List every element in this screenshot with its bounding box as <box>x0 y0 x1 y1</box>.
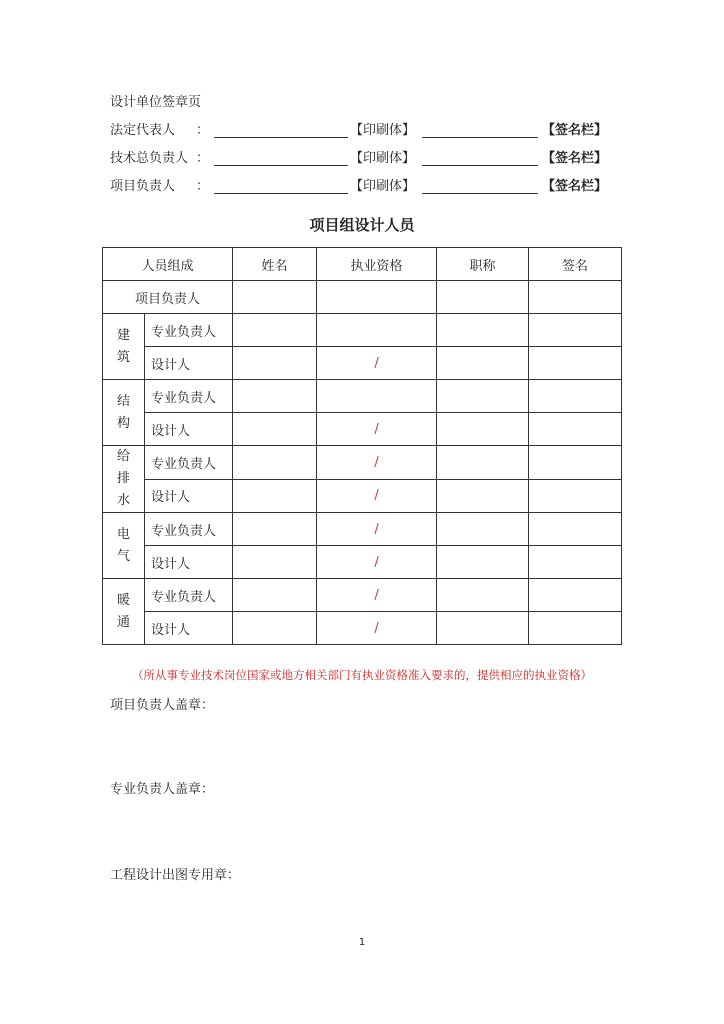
not-applicable-mark: / <box>374 554 379 570</box>
signature-cell[interactable] <box>529 446 622 480</box>
role-label: 专业负责人 <box>145 314 233 347</box>
qualification-note: （所从事专业技术岗位国家或地方相关部门有执业资格准入要求的，提供相应的执业资格） <box>132 668 592 682</box>
sign-row-colon: ： <box>196 179 210 194</box>
signature-cell[interactable] <box>529 380 622 413</box>
header-composition: 人员组成 <box>103 248 233 281</box>
stamp-label-project-lead: 项目负责人盖章： <box>110 698 215 713</box>
signature-line[interactable] <box>422 165 538 166</box>
sign-row-colon: ： <box>196 123 210 138</box>
section-title: 项目组设计人员 <box>309 216 415 234</box>
title-cell[interactable] <box>437 579 529 612</box>
qualification-cell[interactable] <box>317 380 437 413</box>
page-number: 1 <box>358 937 366 948</box>
role-label: 设计人 <box>145 612 233 645</box>
print-name-line[interactable] <box>214 193 348 194</box>
title-cell[interactable] <box>437 612 529 645</box>
row-label: 项目负责人 <box>103 281 233 314</box>
title-cell[interactable] <box>437 314 529 347</box>
name-cell[interactable] <box>233 479 317 513</box>
signature-cell[interactable] <box>529 413 622 446</box>
table-row <box>103 413 622 446</box>
sign-label: 【签名栏】 <box>542 123 608 138</box>
name-cell[interactable] <box>233 546 317 579</box>
name-cell[interactable] <box>233 612 317 645</box>
signature-line[interactable] <box>422 137 538 138</box>
qualification-cell[interactable] <box>317 612 437 645</box>
sign-row-label: 项目负责人 <box>110 179 176 194</box>
title-cell[interactable] <box>437 281 529 314</box>
table-row <box>103 513 622 546</box>
discipline-label: 给 排 水 <box>103 446 145 513</box>
name-cell[interactable] <box>233 347 317 380</box>
signature-cell[interactable] <box>529 347 622 380</box>
print-label: 【印刷体】 <box>350 179 416 194</box>
sign-label: 【签名栏】 <box>542 179 608 194</box>
qualification-cell[interactable] <box>317 314 437 347</box>
name-cell[interactable] <box>233 380 317 413</box>
title-cell[interactable] <box>437 413 529 446</box>
signature-cell[interactable] <box>529 479 622 513</box>
name-cell[interactable] <box>233 314 317 347</box>
discipline-label: 电 气 <box>103 513 145 579</box>
sign-row-label: 技术总负责人 <box>110 151 189 166</box>
not-applicable-mark: / <box>374 620 379 636</box>
signature-cell[interactable] <box>529 546 622 579</box>
not-applicable-mark: / <box>374 454 379 470</box>
sign-label: 【签名栏】 <box>542 151 608 166</box>
name-cell[interactable] <box>233 281 317 314</box>
header-qualification: 执业资格 <box>317 248 437 281</box>
name-cell[interactable] <box>233 579 317 612</box>
title-cell[interactable] <box>437 347 529 380</box>
signature-cell[interactable] <box>529 281 622 314</box>
qualification-cell[interactable] <box>317 347 437 380</box>
table-row <box>103 546 622 579</box>
qualification-cell[interactable] <box>317 579 437 612</box>
table-row <box>103 347 622 380</box>
qualification-cell[interactable] <box>317 479 437 513</box>
table-row <box>103 281 622 314</box>
table-row <box>103 579 622 612</box>
design-personnel-table <box>102 247 622 645</box>
role-label: 设计人 <box>145 546 233 579</box>
title-cell[interactable] <box>437 479 529 513</box>
signature-cell[interactable] <box>529 612 622 645</box>
qualification-cell[interactable] <box>317 546 437 579</box>
signature-cell[interactable] <box>529 513 622 546</box>
print-name-line[interactable] <box>214 165 348 166</box>
title-cell[interactable] <box>437 513 529 546</box>
title-cell[interactable] <box>437 546 529 579</box>
discipline-label: 结 构 <box>103 380 145 446</box>
table-header-row <box>103 248 622 281</box>
role-label: 专业负责人 <box>145 446 233 480</box>
role-label: 设计人 <box>145 413 233 446</box>
name-cell[interactable] <box>233 413 317 446</box>
table-row <box>103 380 622 413</box>
discipline-label: 建 筑 <box>103 314 145 380</box>
discipline-label: 暖 通 <box>103 579 145 645</box>
stamp-label-drawing-seal: 工程设计出图专用章： <box>110 868 241 883</box>
not-applicable-mark: / <box>374 355 379 371</box>
header-title: 职称 <box>437 248 529 281</box>
signature-cell[interactable] <box>529 579 622 612</box>
table-row <box>103 446 622 480</box>
print-label: 【印刷体】 <box>350 123 416 138</box>
header-signature: 签名 <box>529 248 622 281</box>
role-label: 设计人 <box>145 479 233 513</box>
title-cell[interactable] <box>437 446 529 480</box>
signature-cell[interactable] <box>529 314 622 347</box>
print-label: 【印刷体】 <box>350 151 416 166</box>
print-name-line[interactable] <box>214 137 348 138</box>
header-name: 姓名 <box>233 248 317 281</box>
sign-row-label: 法定代表人 <box>110 123 176 138</box>
stamp-label-specialist: 专业负责人盖章： <box>110 782 215 797</box>
table-row <box>103 479 622 513</box>
page-title: 设计单位签章页 <box>110 95 202 110</box>
role-label: 设计人 <box>145 347 233 380</box>
not-applicable-mark: / <box>374 521 379 537</box>
signature-line[interactable] <box>422 193 538 194</box>
table-row <box>103 612 622 645</box>
qualification-cell[interactable] <box>317 513 437 546</box>
role-label: 专业负责人 <box>145 579 233 612</box>
title-cell[interactable] <box>437 380 529 413</box>
qualification-cell[interactable] <box>317 413 437 446</box>
not-applicable-mark: / <box>374 587 379 603</box>
table-row <box>103 314 622 347</box>
not-applicable-mark: / <box>374 488 379 504</box>
name-cell[interactable] <box>233 446 317 480</box>
not-applicable-mark: / <box>374 421 379 437</box>
sign-row-colon: ： <box>196 151 210 166</box>
name-cell[interactable] <box>233 513 317 546</box>
qualification-cell[interactable] <box>317 281 437 314</box>
role-label: 专业负责人 <box>145 380 233 413</box>
role-label: 专业负责人 <box>145 513 233 546</box>
qualification-cell[interactable] <box>317 446 437 480</box>
